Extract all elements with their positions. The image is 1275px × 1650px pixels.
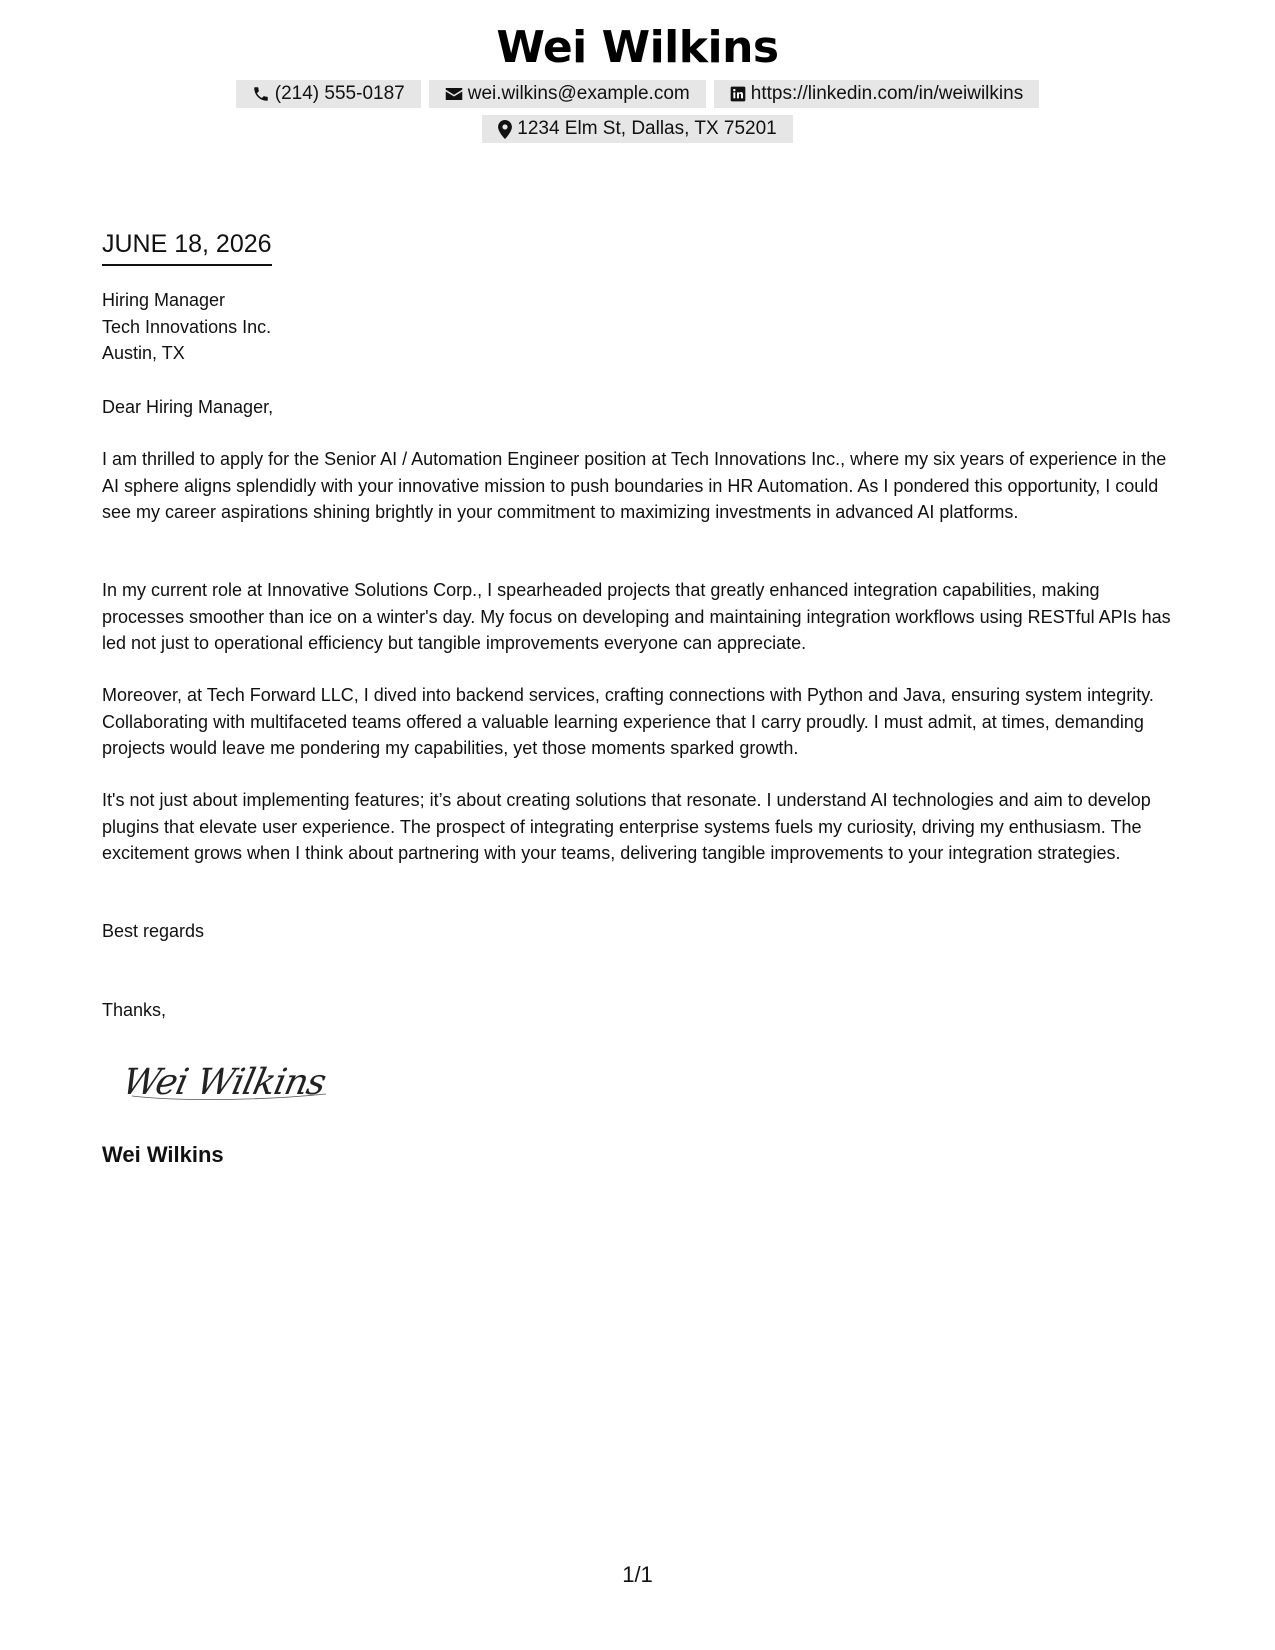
closing-line: Best regards: [102, 921, 205, 941]
recipient-title: Hiring Manager: [102, 290, 226, 310]
letter-date: JUNE 18, 2026: [102, 228, 272, 266]
signer-name: Wei Wilkins: [102, 1142, 224, 1167]
contact-row-primary: [0, 80, 1275, 108]
linkedin-icon: [730, 86, 746, 102]
recipient-location: Austin, TX: [102, 343, 185, 363]
thanks-line: Thanks,: [102, 1000, 167, 1020]
svg-text:Wei Wilkins: Wei Wilkins: [126, 1060, 330, 1103]
phone-chip: [236, 80, 421, 108]
page-number: 1/1: [622, 1562, 653, 1587]
contact-row-secondary: [0, 115, 1275, 143]
address-chip: [482, 115, 792, 143]
map-marker-icon: [498, 120, 512, 139]
body-paragraph: In my current role at Innovative Solutions Corp., I spearheaded projects that greatly enhanced integration capabilities, making processes smoother than ice on a winter's day. My focus on developing and maintaining integration workflows using RESTful APIs has led not just to operational efficiency but tangible improvements everyone can appreciate.: [102, 580, 1171, 653]
body-paragraph: Moreover, at Tech Forward LLC, I dived into backend services, crafting connections with Python and Java, ensuring system integrity. Collaborating with multifaceted teams offered a valuable learning experience that I carry proudly. I must admit, at times, demanding projects would leave me pondering my capabilities, yet those moments sparked growth.: [102, 685, 1154, 758]
address-text: 1234 Elm St, Dallas, TX 75201: [517, 118, 777, 139]
recipient-company: Tech Innovations Inc.: [102, 316, 272, 337]
body-paragraph: It's not just about implementing features; it’s about creating solutions that resonate. I understand AI technologies and aim to develop plugins that elevate user experience. The prospect of integrating enterprise systems fuels my curiosity, driving my enthusiasm. The excitement grows when I think about partnering with your teams, delivering tangible improvements to your integration strategies.: [102, 790, 1151, 863]
recipient-block: [102, 287, 1172, 367]
linkedin-chip[interactable]: [714, 80, 1039, 108]
email-text: wei.wilkins@example.com: [467, 83, 690, 104]
phone-text: (214) 555-0187: [274, 83, 405, 104]
phone-icon: [252, 85, 270, 103]
envelope-icon: [445, 86, 463, 102]
email-chip[interactable]: [429, 80, 706, 108]
body-paragraph: I am thrilled to apply for the Senior AI / Automation Engineer position at Tech Innovations Inc., where my six years of experience in the AI sphere aligns splendidly with your innovative mission to push boundaries in HR Automation. As I pondered this opportunity, I could see my career aspirations shining brightly in your commitment to maximizing investments in advanced AI platforms.: [102, 449, 1167, 522]
linkedin-text: https://linkedin.com/in/weiwilkins: [750, 83, 1024, 104]
applicant-name-heading: Wei Wilkins: [496, 22, 779, 73]
salutation: Dear Hiring Manager,: [102, 397, 274, 417]
handwritten-signature: [126, 1050, 346, 1110]
